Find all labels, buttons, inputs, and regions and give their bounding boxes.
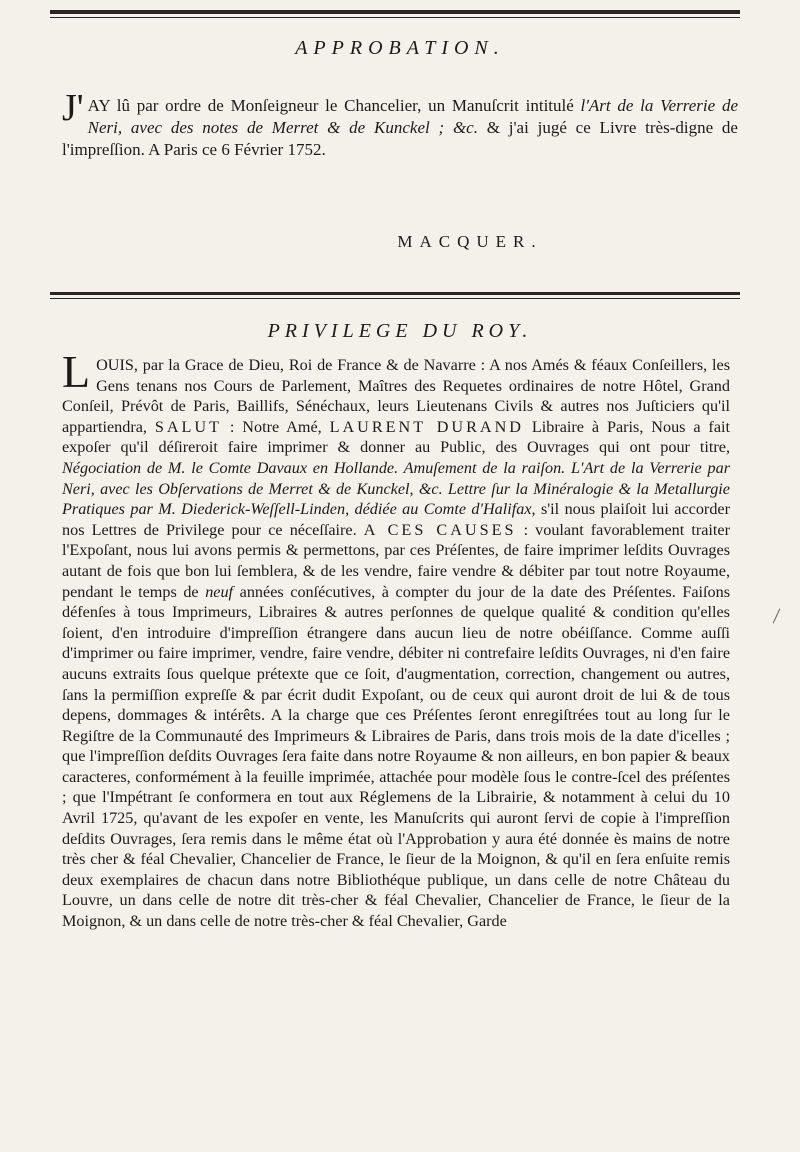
privilege-p6: années conſécutives, à compter du jour de la date des Préſentes. Faiſons défenſes à tous Imprimeurs, Libraires & autres perſonnes de quelque qualité & condition qu'elles ſoient, d'en introduire d'impreſſion étrangere dans aucun lieu de notre obéiſſance. Comme auſſi d'imprimer ou faire imprimer, vendre, faire vendre, débiter ni contrefaire leſdits Ouvrages, ni d'en faire aucuns extraits ſous quelque prétexte que ce ſoit, d'augmentation, correction, changement ou autres, ſans la permiſſion expreſſe & par écrit dudit Expoſant, ou de ceux qui auront droit de lui & de tous depens, dommages & intérêts. A la charge que ces Préſentes ſeront enregiſtrées tout au long ſur le Regiſtre de la Communauté des Imprimeurs & Libraires de Paris, dans trois mois de la date d'icelles ; que l'impreſſion deſdits Ouvrages ſera faite dans notre Royaume & non ailleurs, en bon papier & beaux caracteres, conformément à la feuille imprimée, attachée pour modèle ſous le contre-ſcel des préſentes ; que l'Impétrant ſe conformera en tout aux Réglemens de la Librairie, & notamment à celui du 10 Avril 1725, qu'avant de les expoſer en vente, les Manuſcrits qui auront ſervi de copie à l'impreſſion deſdits Ouvrages, ſera remis dans le même état où l'Approbation y aura été donnée ès mains de notre très cher & féal Chevalier, Chancelier de France, le ſieur de la Moignon, & qu'il en ſera enſuite remis deux exemplaires de chacun dans notre Bibliothéque publique, un dans celle de notre Château du Louvre, un dans celle de notre dit très-cher & féal Chevalier, Chancelier de France, le ſieur de la Moignon, & un dans celle de notre très-cher & féal Chevalier, Garde (62, 582, 731, 931)
top-rule-thin (50, 17, 740, 18)
margin-pencil-mark (773, 609, 781, 624)
section-rule-thick (50, 292, 740, 295)
section-rule-thin (50, 298, 740, 299)
privilege-works-titles: Négociation de M. le Comte Davaux en Hollande. Amuſement de la raiſon. L'Art de la Verrerie par Neri, avec les Obſervations de Merret & de Kunckel, &c. Lettre ſur la Minéralogie & la Metallurgie Pratiques par M. Diederick-Weſſell-Linden, dédiée au Comte d'Halifax, (62, 458, 730, 519)
privilege-p5: : voulant favorablement traiter l'Expoſant, nous lui avons permis & permettons, par ces Préſentes, de faire imprimer leſdits Ouvrages autant de fois que bon lui ſemblera, & de les vendre, faire vendre & débiter par tout notre Royaume, pendant le temps de (62, 520, 731, 601)
privilege-p4: s'il nous plaiſoit lui accorder nos Lettres de Privilege pour ce néceſſaire. (62, 500, 730, 539)
privilege-p3: Libraire à Paris, Nous a fait expoſer qu'il déſireroit faire imprimer & donner au Public, des Ouvrages qui ont pour titre, (62, 417, 731, 457)
privilege-dropcap: L (62, 346, 91, 397)
privilege-libraire-name: LAURENT DURAND (329, 417, 524, 436)
approbation-signature: MACQUER. (397, 232, 543, 251)
privilege-text (62, 346, 731, 932)
approbation-heading: APPROBATION. (295, 37, 505, 59)
privilege-neuf: neuf (205, 582, 234, 601)
approbation-text-1: AY lû par ordre de Monſeigneur le Chancelier, un Manuſcrit intitulé (87, 96, 581, 115)
privilege-salut: SALUT (154, 417, 223, 436)
privilege-p1: OUIS, par la Grace de Dieu, Roi de France & de Navarre : A nos Amés & féaux Conſeillers, les Gens tenans nos Cours de Parlement, Maîtres des Requetes ordinaires de notre Hôtel, Grand Conſeil, Prévôt de Paris, Baillifs, Sénéchaux, leurs Lieutenans Civils & autres nos Juſticiers qu'il appartiendra, (62, 356, 730, 436)
approbation-dropcap: J' (62, 87, 84, 129)
approbation-text-2: & j'ai jugé ce Livre très-digne de l'impreſſion. A Paris ce 6 Février 1752. (62, 118, 738, 159)
top-rule-thick (50, 10, 740, 14)
approbation-work-title: l'Art de la Verrerie de Neri, avec des notes de Merret & de Kunckel ; &c. (87, 96, 738, 137)
approbation-text (62, 87, 738, 161)
privilege-p2: : Notre Amé, (222, 417, 330, 436)
privilege-causes: A CES CAUSES (363, 520, 517, 539)
privilege-heading: PRIVILEGE DU ROY. (267, 320, 533, 342)
